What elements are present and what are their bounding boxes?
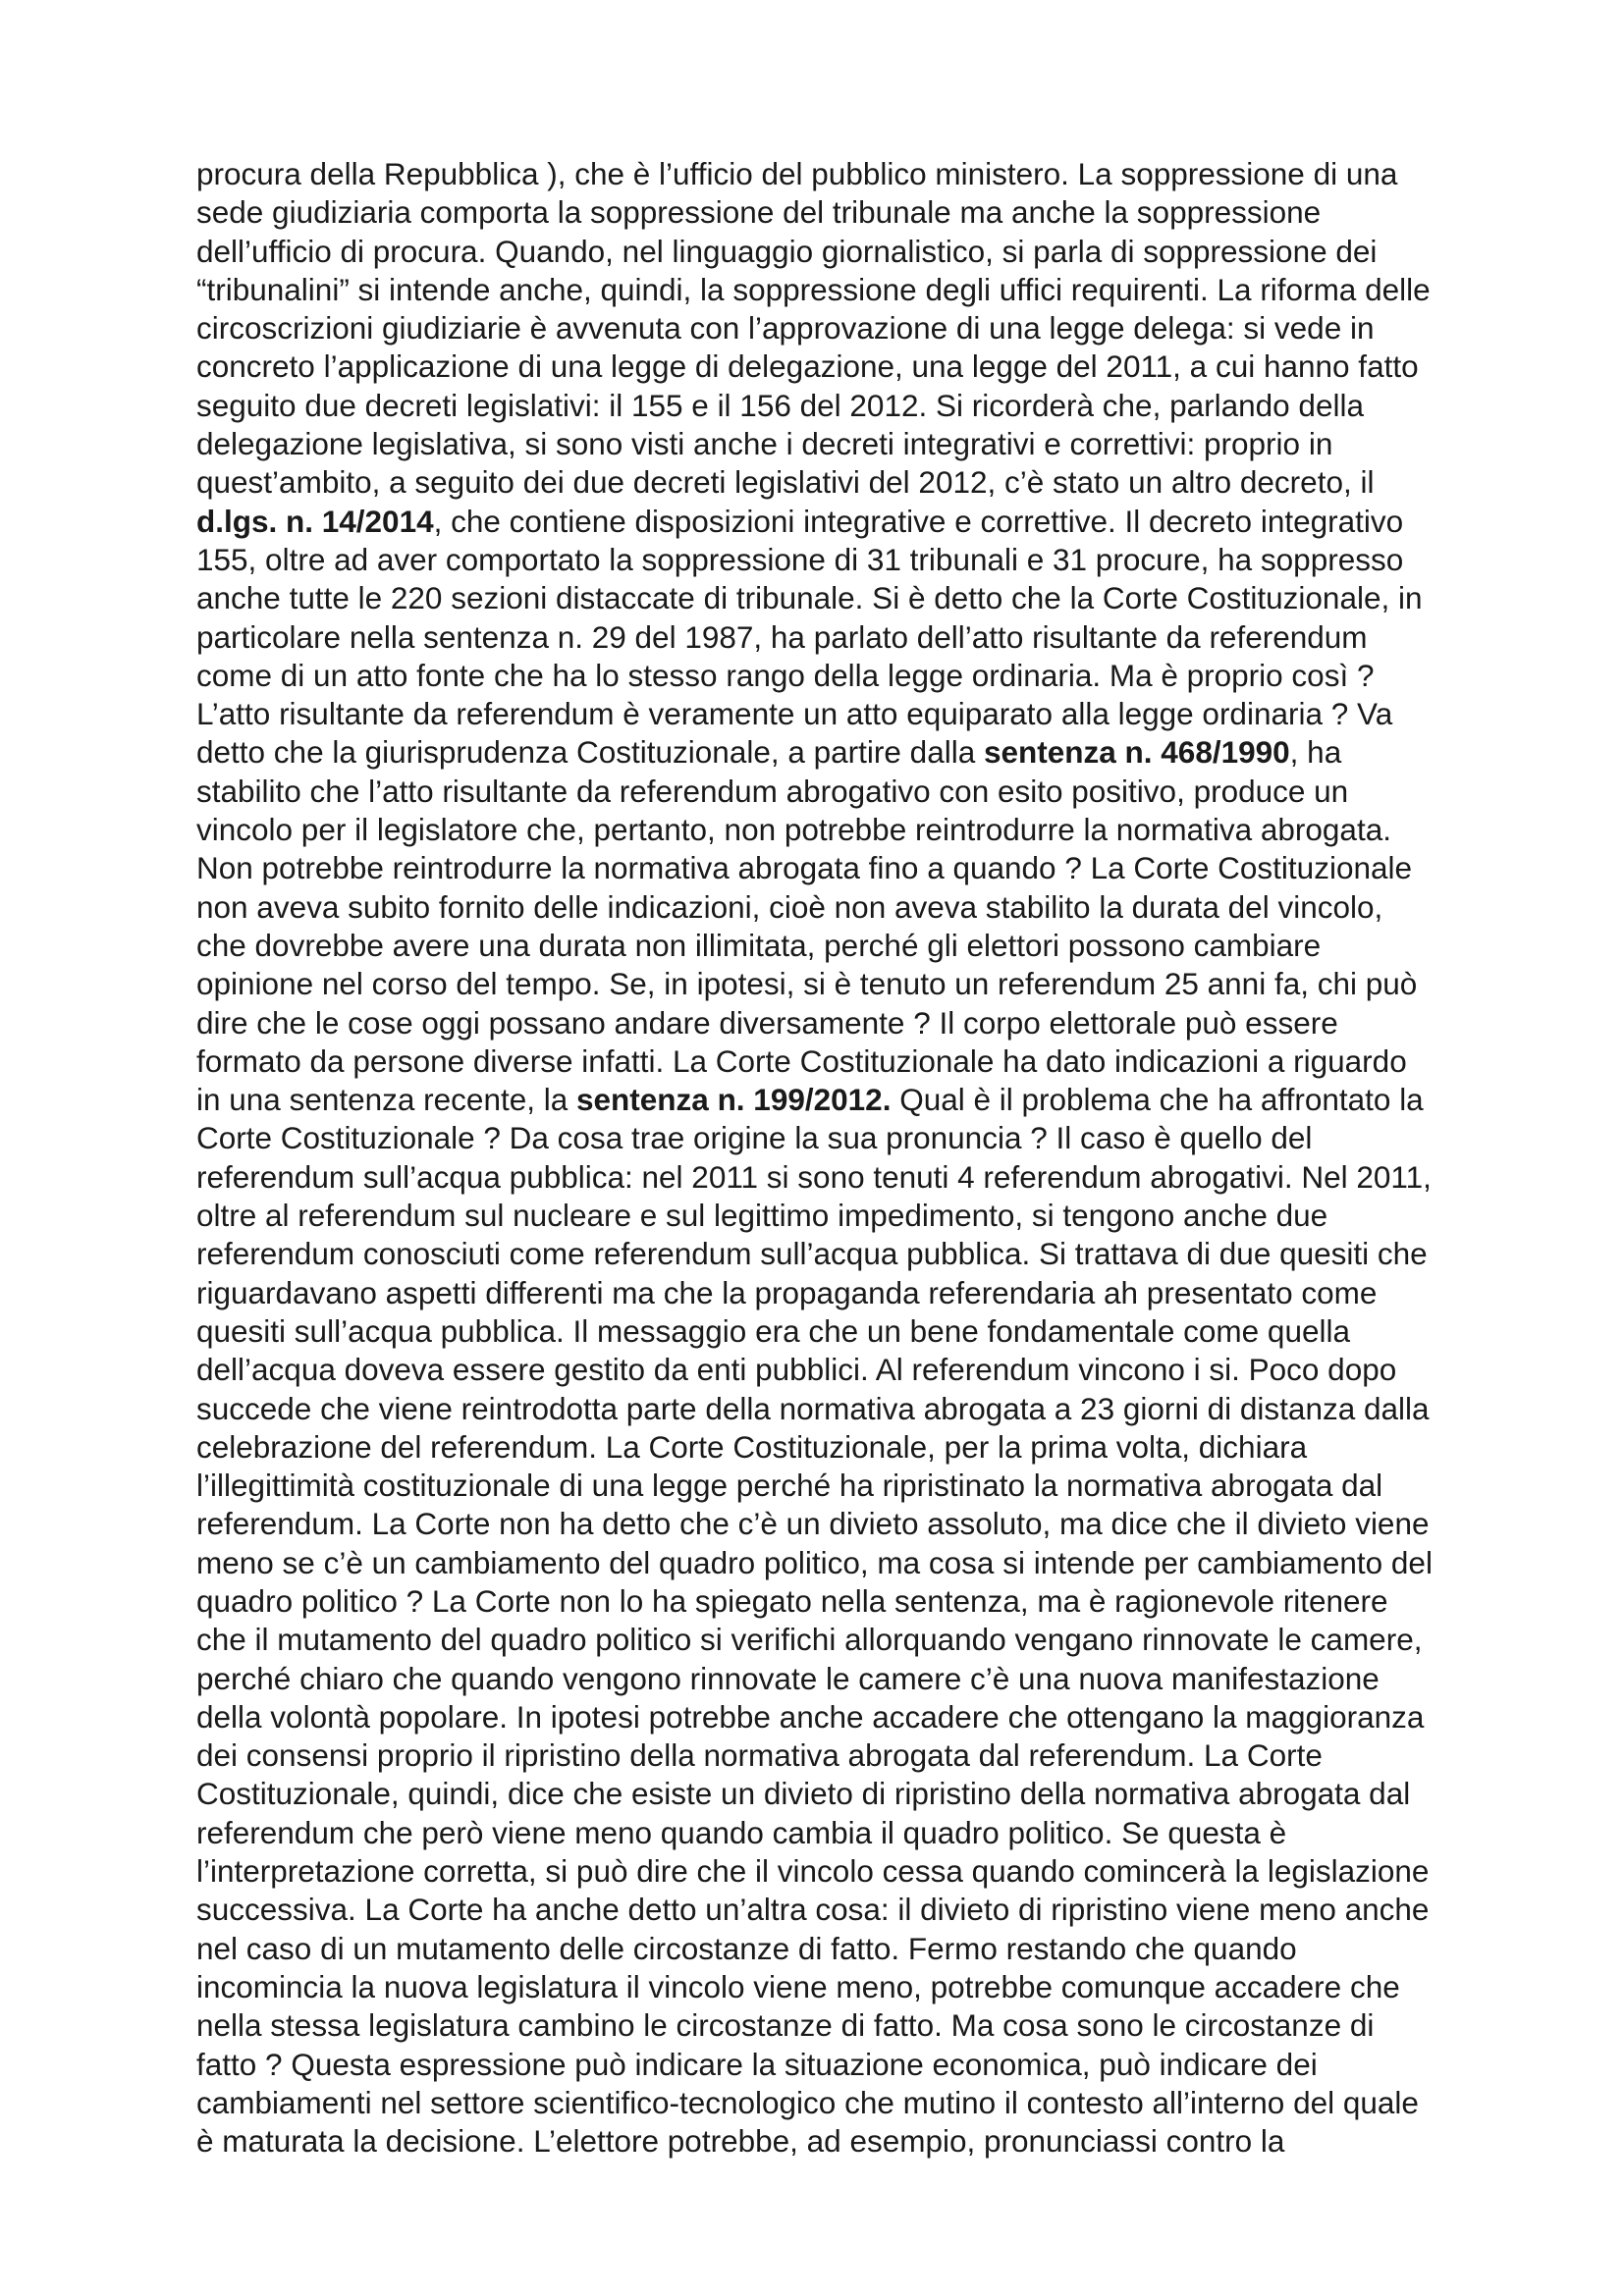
text-segment: che il mutamento del quadro politico si verifichi allorquando vengano rinnovate le camere, [196,1622,1423,1658]
text-segment: l’illegittimità costituzionale di una legge perché ha ripristinato la normativa abrogata dal [196,1468,1383,1504]
text-segment: opinione nel corso del tempo. Se, in ipotesi, si è tenuto un referendum 25 anni fa, chi può [196,966,1418,1002]
text-line [196,657,1473,695]
text-segment: anche tutte le 220 sezioni distaccate di tribunale. Si è detto che la Corte Costituzionale, in [196,580,1423,616]
body-text [196,155,1473,2161]
text-line [196,1428,1473,1467]
text-line [196,965,1473,1003]
text-line [196,1351,1473,1389]
text-segment: dell’ufficio di procura. Quando, nel linguaggio giornalistico, si parla di soppressione dei [196,233,1378,269]
text-segment: quesiti sull’acqua pubblica. Il messaggio era che un bene fondamentale come quella [196,1312,1351,1349]
text-segment: oltre al referendum sul nucleare e sul legittimo impedimento, si tengono anche due [196,1198,1328,1234]
text-segment: riguardavano aspetti differenti ma che la propaganda referendaria ah presentato come [196,1274,1378,1310]
text-segment: referendum che però viene meno quando cambia il quadro politico. Se questa è [196,1814,1287,1850]
text-segment: procura della Repubblica ), che è l’ufficio del pubblico ministero. La soppressione di una [196,156,1398,191]
text-segment: come di un atto fonte che ha lo stesso rango della legge ordinaria. Ma è proprio così ? [196,657,1375,693]
text-line [196,233,1473,271]
text-segment: vincolo per il legislatore che, pertanto, non potrebbe reintrodurre la normativa abrogata. [196,812,1391,848]
text-segment: cambiamenti nel settore scientifico-tecnologico che mutino il contesto all’interno del quale [196,2084,1419,2120]
text-line [196,1235,1473,1273]
text-line [196,1891,1473,1929]
text-line [196,1081,1473,1119]
text-segment: sede giudiziaria comporta la soppressione del tribunale ma anche la soppressione [196,194,1322,231]
text-line [196,347,1473,386]
text-segment: incomincia la nuova legislatura il vincolo viene meno, potrebbe comunque accadere che [196,1968,1400,2004]
text-segment: Non potrebbe reintrodurre la normativa abrogata fino a quando ? La Corte Costituzionale [196,850,1413,886]
text-line [196,1390,1473,1428]
bold-reference: sentenza n. 468/1990 [983,734,1290,771]
text-segment: nel caso di un mutamento delle circostanze di fatto. Fermo restando che quando [196,1930,1297,1966]
text-segment: particolare nella sentenza n. 29 del 1987, ha parlato dell’atto risultante da referendum [196,618,1368,655]
text-segment: Corte Costituzionale ? Da cosa trae origine la sua pronuncia ? Il caso è quello del [196,1120,1313,1156]
text-segment: referendum. La Corte non ha detto che c’è un divieto assoluto, ma dice che il divieto viene [196,1506,1430,1542]
text-segment: stabilito che l’atto risultante da referendum abrogativo con esito positivo, produce un [196,773,1349,809]
text-segment: che dovrebbe avere una durata non illimitata, perché gli elettori possono cambiare [196,927,1322,963]
text-segment: fatto ? Questa espressione può indicare la situazione economica, può indicare dei [196,2046,1318,2082]
text-line [196,579,1473,617]
text-line [196,1004,1473,1042]
text-line [196,1582,1473,1621]
text-line [196,849,1473,887]
text-line [196,271,1473,309]
text-segment: Costituzionale, quindi, dice che esiste un divieto di ripristino della normativa abrogata dal [196,1776,1411,1812]
text-segment: dire che le cose oggi possano andare diversamente ? Il corpo elettorale può essere [196,1004,1338,1041]
text-segment: perché chiaro che quando vengono rinnovate le camere c’è una nuova manifestazione [196,1660,1380,1696]
text-segment: referendum sull’acqua pubblica: nel 2011 si sono tenuti 4 referendum abrogativi. Nel 2011, [196,1158,1432,1195]
text-line [196,425,1473,463]
text-segment: quest’ambito, a seguito dei due decreti legislativi del 2012, c’è stato un altro decreto, il [196,464,1375,501]
text-segment: “tribunalini” si intende anche, quindi, la soppressione degli uffici requirenti. La riforma delle [196,271,1431,307]
text-segment: succede che viene reintrodotta parte della normativa abrogata a 23 giorni di distanza dalla [196,1390,1430,1426]
text-line [196,1119,1473,1157]
text-segment: meno se c’è un cambiamento del quadro politico, ma cosa si intende per cambiamento del [196,1544,1433,1580]
text-line [196,888,1473,927]
text-line [196,811,1473,849]
text-line [196,1930,1473,1968]
text-line [196,1042,1473,1081]
text-line [196,1544,1473,1582]
text-segment: , che contiene disposizioni integrative e correttive. Il decreto integrativo [433,503,1404,539]
text-line [196,2046,1473,2084]
text-line [196,541,1473,579]
text-line [196,618,1473,657]
text-line [196,1621,1473,1659]
text-segment: circoscrizioni giudiziarie è avvenuta con l’approvazione di una legge delega: si vede in [196,310,1375,347]
text-segment: è maturata la decisione. L’elettore potrebbe, ad esempio, pronunciassi contro la [196,2123,1285,2160]
text-line [196,1852,1473,1891]
text-segment: concreto l’applicazione di una legge di delegazione, una legge del 2011, a cui hanno fatto [196,348,1419,385]
bold-reference: d.lgs. n. 14/2014 [196,503,434,539]
text-segment: formato da persone diverse infatti. La Corte Costituzionale ha dato indicazioni a riguardo [196,1042,1407,1079]
text-segment: celebrazione del referendum. La Corte Costituzionale, per la prima volta, dichiara [196,1428,1308,1465]
text-segment: della volontà popolare. In ipotesi potrebbe anche accadere che ottengano la maggioranza [196,1698,1425,1735]
text-line [196,309,1473,347]
text-line [196,1312,1473,1351]
text-segment: referendum conosciuti come referendum sull’acqua pubblica. Si trattava di due quesiti che [196,1236,1428,1272]
text-segment: L’atto risultante da referendum è veramente un atto equiparato alla legge ordinaria ? Va [196,696,1393,732]
text-segment: Qual è il problema che ha affrontato la [891,1082,1424,1118]
text-segment: quadro politico ? La Corte non lo ha spiegato nella sentenza, ma è ragionevole ritenere [196,1582,1388,1619]
text-line [196,1814,1473,1852]
text-segment: dell’acqua doveva essere gestito da enti pubblici. Al referendum vincono i si. Poco dopo [196,1352,1397,1388]
text-line [196,733,1473,772]
text-line [196,1505,1473,1543]
text-segment: seguito due decreti legislativi: il 155 e il 156 del 2012. Si ricorderà che, parlando della [196,387,1364,423]
text-line [196,387,1473,425]
text-segment: in una sentenza recente, la [196,1082,577,1118]
text-line [196,1736,1473,1775]
bold-reference: sentenza n. 199/2012. [576,1082,892,1118]
text-line [196,463,1473,502]
text-line [196,2006,1473,2045]
text-line [196,2084,1473,2122]
text-line [196,1660,1473,1698]
text-line [196,1197,1473,1235]
text-line [196,155,1473,193]
text-line [196,773,1473,811]
text-line [196,503,1473,541]
text-segment: 155, oltre ad aver comportato la soppressione di 31 tribunali e 31 procure, ha soppresso [196,541,1404,577]
text-line [196,193,1473,232]
text-line [196,1698,1473,1736]
text-segment: successiva. La Corte ha anche detto un’altra cosa: il divieto di ripristino viene meno anche [196,1892,1430,1928]
text-line [196,927,1473,965]
text-line [196,1968,1473,2006]
text-line [196,1158,1473,1197]
text-line [196,2122,1473,2161]
text-line [196,1775,1473,1813]
text-line [196,1467,1473,1505]
text-segment: delegazione legislativa, si sono visti anche i decreti integrativi e correttivi: proprio in [196,426,1333,462]
text-segment: dei consensi proprio il ripristino della normativa abrogata dal referendum. La Corte [196,1737,1323,1774]
text-segment: detto che la giurisprudenza Costituzionale, a partire dalla [196,734,984,771]
text-line [196,695,1473,733]
text-segment: nella stessa legislatura cambino le circostanze di fatto. Ma cosa sono le circostanze di [196,2007,1375,2044]
text-line [196,1274,1473,1312]
text-segment: , ha [1289,734,1342,771]
text-segment: l’interpretazione corretta, si può dire che il vincolo cessa quando comincerà la legislazione [196,1853,1430,1890]
text-segment: non aveva subito fornito delle indicazioni, cioè non aveva stabilito la durata del vincolo, [196,888,1383,925]
